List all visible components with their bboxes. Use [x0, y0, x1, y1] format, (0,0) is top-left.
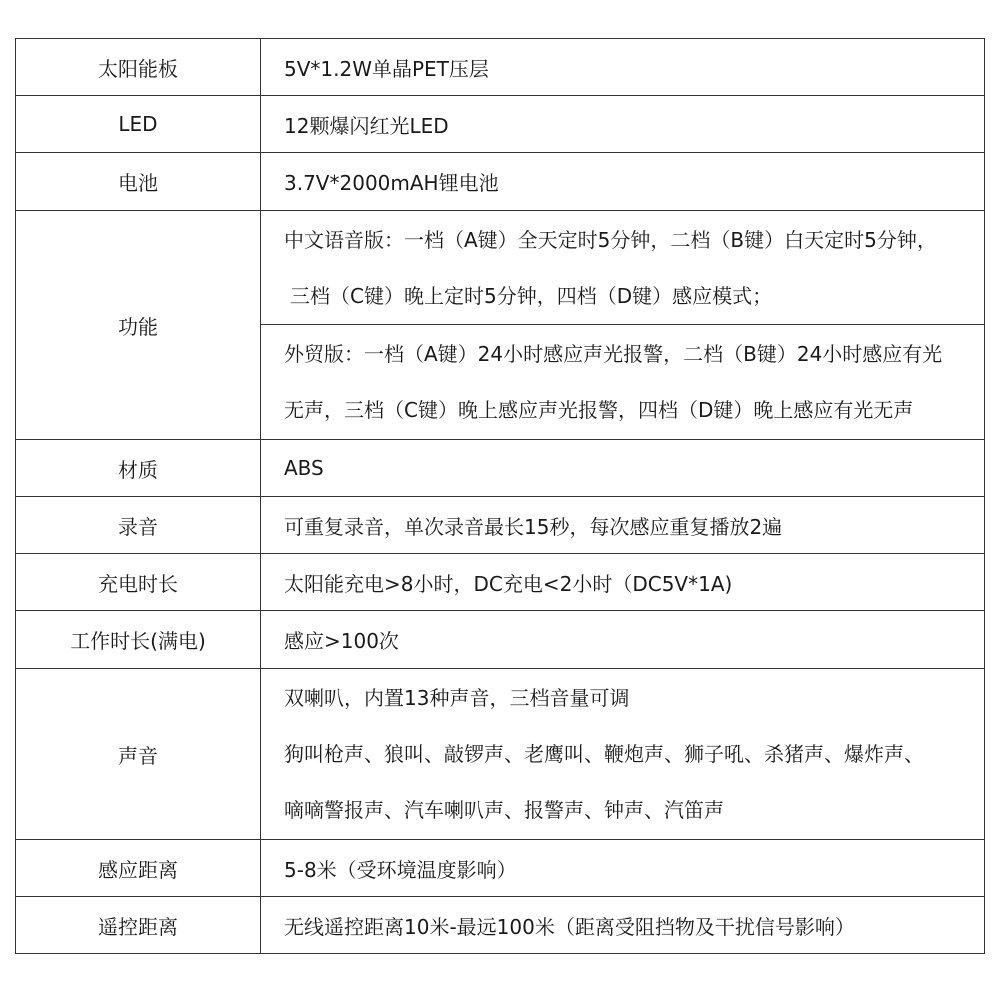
table-row — [16, 897, 985, 954]
row-value-sound — [261, 669, 985, 840]
sound-line-3: 嘀嘀警报声、汽车喇叭声、报警声、钟声、汽笛声 — [284, 798, 724, 822]
table-row — [16, 153, 985, 211]
row-value-led: 12颗爆闪红光LED — [261, 96, 985, 153]
table-row — [16, 840, 985, 897]
row-label-recording: 录音 — [16, 497, 261, 554]
table-row — [16, 96, 985, 153]
function-chinese-line-2: 三档（C键）晚上定时5分钟，四档（D键）感应模式； — [290, 283, 773, 308]
row-label-solar-panel: 太阳能板 — [16, 39, 261, 96]
table-row — [16, 211, 985, 325]
sound-line-2: 狗叫枪声、狼叫、敲锣声、老鹰叫、鞭炮声、狮子吼、杀猪声、爆炸声、 — [284, 742, 924, 766]
row-value-sense-distance: 5-8米（受环境温度影响） — [261, 840, 985, 897]
row-value-function-chinese — [261, 211, 985, 325]
row-label-work-time: 工作时长(满电) — [16, 611, 261, 669]
function-export-line-1: 外贸版：一档（A键）24小时感应声光报警，二档（B键）24小时感应有光 — [284, 342, 943, 366]
table-row — [16, 611, 985, 669]
row-label-battery: 电池 — [16, 153, 261, 211]
row-value-recording: 可重复录音，单次录音最长15秒，每次感应重复播放2遍 — [261, 497, 985, 554]
table-row — [16, 39, 985, 96]
row-label-sense-distance: 感应距离 — [16, 840, 261, 897]
row-label-sound: 声音 — [16, 669, 261, 840]
row-value-function-export — [261, 325, 985, 440]
spec-table — [15, 38, 985, 954]
row-value-material: ABS — [261, 440, 985, 497]
row-label-remote-distance: 遥控距离 — [16, 897, 261, 954]
row-value-solar-panel: 5V*1.2W单晶PET压层 — [261, 39, 985, 96]
row-value-remote-distance: 无线遥控距离10米-最远100米（距离受阻挡物及干扰信号影响） — [261, 897, 985, 954]
sound-line-1: 双喇叭，内置13种声音，三档音量可调 — [284, 686, 630, 710]
row-label-charge-time: 充电时长 — [16, 554, 261, 611]
table-row — [16, 497, 985, 554]
function-export-line-2: 无声，三档（C键）晚上感应声光报警，四档（D键）晚上感应有光无声 — [284, 398, 914, 422]
table-row — [16, 669, 985, 840]
row-value-work-time: 感应>100次 — [261, 611, 985, 669]
function-chinese-line-1: 中文语音版：一档（A键）全天定时5分钟，二档（B键）白天定时5分钟， — [284, 227, 937, 252]
row-label-material: 材质 — [16, 440, 261, 497]
row-label-function: 功能 — [16, 211, 261, 440]
table-row — [16, 440, 985, 497]
row-value-battery: 3.7V*2000mAH锂电池 — [261, 153, 985, 211]
row-value-charge-time: 太阳能充电>8小时，DC充电<2小时（DC5V*1A) — [261, 554, 985, 611]
row-label-led: LED — [16, 96, 261, 153]
table-row — [16, 554, 985, 611]
